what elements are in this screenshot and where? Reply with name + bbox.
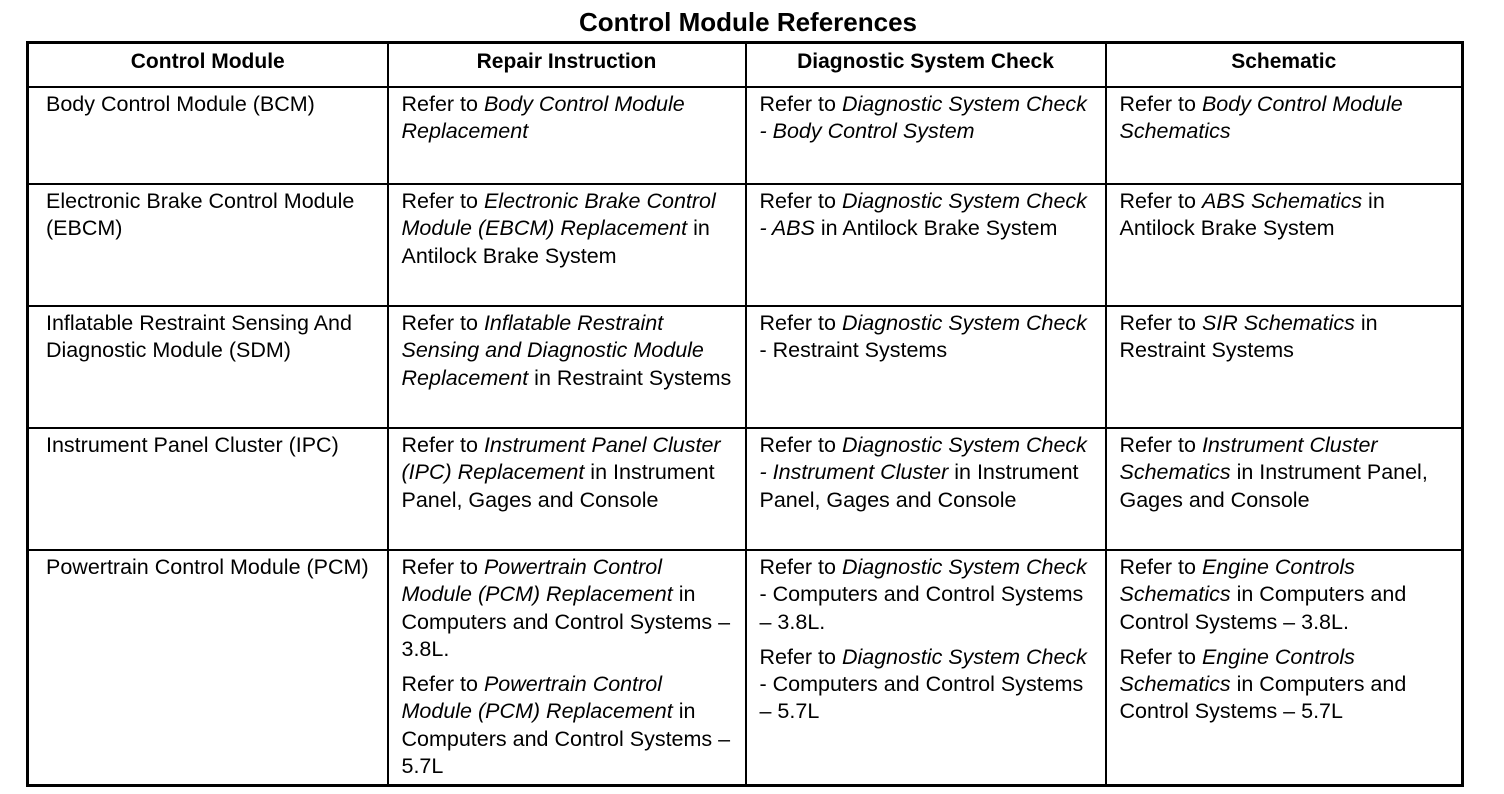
reference-link: Body Control Module Replacement	[401, 92, 685, 144]
table-header-row	[28, 43, 1463, 88]
reference-text: Refer to Powertrain Control Module (PCM) Replacement in Computers and Control Systems – 5.7L	[401, 672, 731, 779]
repair-instruction-cell	[388, 428, 746, 550]
reference-text: Refer to Body Control Module Replacement	[401, 92, 685, 144]
reference-text: Refer to Diagnostic System Check - Computers and Control Systems – 5.7L	[759, 644, 1087, 724]
reference-link: ABS Schematics	[1201, 189, 1363, 213]
reference-link: Diagnostic System Check - ABS	[759, 189, 1087, 241]
reference-text: Refer to Engine Controls Schematics in Computers and Control Systems – 5.7L	[1119, 644, 1407, 724]
module-name: Instrument Panel Cluster (IPC)	[28, 428, 388, 550]
schematic-cell	[1106, 428, 1463, 550]
module-name: Powertrain Control Module (PCM)	[28, 550, 388, 786]
schematic-cell	[1106, 550, 1463, 786]
reference-text: Refer to SIR Schematics in Restraint Systems	[1119, 311, 1378, 363]
diagnostic-check-cell	[746, 550, 1106, 786]
reference-text: Refer to Powertrain Control Module (PCM) Replacement in Computers and Control Systems – 3.8L.	[401, 555, 731, 661]
header-schematic: Schematic	[1106, 43, 1463, 88]
reference-link: Powertrain Control Module (PCM) Replacement	[401, 672, 673, 724]
table-row	[28, 550, 1463, 786]
reference-text: Refer to Diagnostic System Check - ABS in Antilock Brake System	[759, 189, 1087, 241]
control-module-table	[26, 41, 1464, 787]
reference-link: Body Control Module Schematics	[1119, 92, 1403, 144]
page-title: Control Module References	[578, 7, 918, 37]
reference-text: Refer to Diagnostic System Check - Instrument Cluster in Instrument Panel, Gages and Console	[759, 433, 1087, 512]
diagnostic-check-cell	[746, 428, 1106, 550]
schematic-cell	[1106, 306, 1463, 428]
schematic-cell	[1106, 184, 1463, 306]
reference-text: Refer to Diagnostic System Check - Computers and Control Systems – 3.8L.	[759, 555, 1087, 634]
table-row	[28, 87, 1463, 184]
module-name: Electronic Brake Control Module (EBCM)	[28, 184, 388, 306]
header-diagnostic-system-check: Diagnostic System Check	[746, 43, 1106, 88]
diagnostic-check-cell	[746, 87, 1106, 184]
reference-link: Powertrain Control Module (PCM) Replacement	[401, 555, 673, 607]
reference-text: Refer to Body Control Module Schematics	[1119, 92, 1403, 144]
reference-link: Inflatable Restraint Sensing and Diagnostic Module Replacement	[401, 311, 704, 390]
reference-text: Refer to Instrument Panel Cluster (IPC) Replacement in Instrument Panel, Gages and Console	[401, 433, 721, 512]
repair-instruction-cell	[388, 184, 746, 306]
module-name: Body Control Module (BCM)	[28, 87, 388, 184]
table-row	[28, 184, 1463, 306]
reference-link: Diagnostic System Check - Body Control System	[759, 92, 1087, 144]
reference-text: Refer to ABS Schematics in Antilock Brake System	[1119, 189, 1385, 241]
reference-text: Refer to Electronic Brake Control Module (EBCM) Replacement in Antilock Brake System	[401, 189, 716, 268]
reference-text: Refer to Inflatable Restraint Sensing and Diagnostic Module Replacement in Restraint Systems	[401, 311, 732, 390]
reference-link: Diagnostic System Check	[841, 311, 1087, 335]
reference-link: Engine Controls Schematics	[1119, 555, 1355, 607]
repair-instruction-cell	[388, 550, 746, 786]
diagnostic-check-cell	[746, 306, 1106, 428]
repair-instruction-cell	[388, 306, 746, 428]
reference-link: Diagnostic System Check	[841, 555, 1087, 579]
table-row	[28, 306, 1463, 428]
repair-instruction-cell	[388, 87, 746, 184]
reference-link: Diagnostic System Check - Instrument Cluster	[759, 433, 1087, 485]
header-control-module: Control Module	[28, 43, 388, 88]
reference-link: Instrument Panel Cluster (IPC) Replacement	[401, 433, 721, 485]
reference-link: SIR Schematics	[1201, 311, 1355, 335]
diagnostic-check-cell	[746, 184, 1106, 306]
schematic-cell	[1106, 87, 1463, 184]
reference-link: Electronic Brake Control Module (EBCM) Replacement	[401, 189, 716, 241]
table-row	[28, 428, 1463, 550]
reference-text: Refer to Instrument Cluster Schematics in Instrument Panel, Gages and Console	[1119, 433, 1428, 512]
reference-link: Instrument Cluster Schematics	[1119, 433, 1378, 485]
reference-link: Engine Controls Schematics	[1119, 644, 1355, 697]
header-repair-instruction: Repair Instruction	[388, 43, 746, 88]
reference-link: Diagnostic System Check	[841, 644, 1087, 669]
reference-text: Refer to Diagnostic System Check - Body Control System	[759, 92, 1087, 144]
reference-text: Refer to Engine Controls Schematics in Computers and Control Systems – 3.8L.	[1119, 555, 1407, 634]
reference-text: Refer to Diagnostic System Check - Restraint Systems	[759, 311, 1087, 363]
module-name: Inflatable Restraint Sensing And Diagnostic Module (SDM)	[28, 306, 388, 428]
